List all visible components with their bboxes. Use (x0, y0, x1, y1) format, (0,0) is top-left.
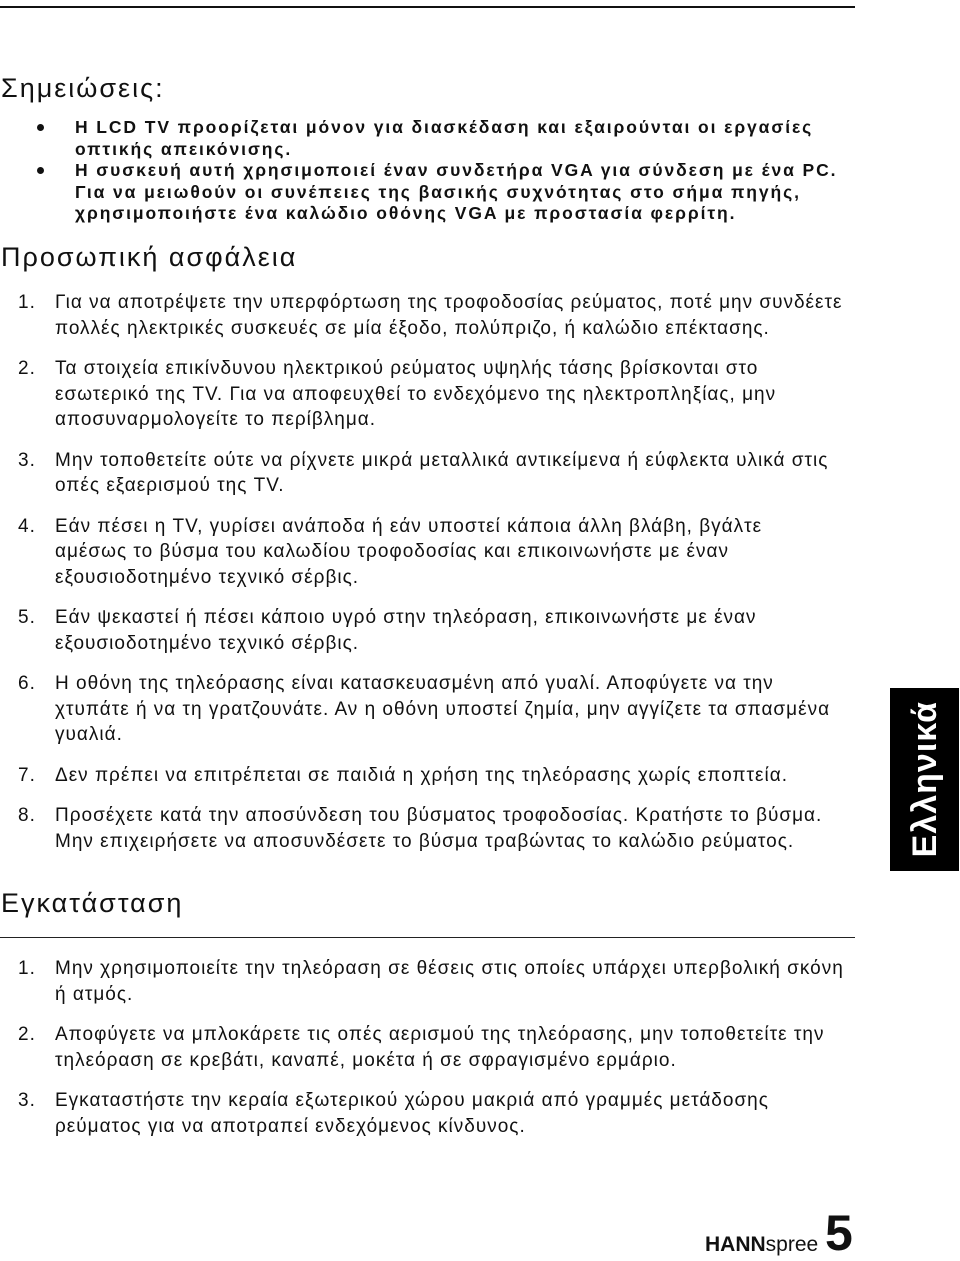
item-text-line: Εάν ψεκαστεί ή πέσει κάποιο υγρό στην τηλεόραση, επικοινωνήστε με έναν (55, 607, 757, 628)
item-text-line: αμέσως το βύσμα του καλωδίου τροφοδοσίας και επικοινωνήστε με έναν (55, 541, 729, 562)
safety-item (0, 448, 880, 499)
item-text-line: Η οθόνη της τηλεόρασης είναι κατασκευασμένη από γυαλί. Αποφύγετε να την (55, 673, 774, 694)
safety-item (0, 514, 880, 591)
bullet-text-line: Η LCD TV προορίζεται μόνον για διασκέδαση και εξαιρούνται οι εργασίες (75, 117, 814, 137)
item-text-line: Δεν πρέπει να επιτρέπεται σε παιδιά η χρήση της τηλεόρασης χωρίς εποπτεία. (55, 764, 788, 786)
notes-bullet-list (0, 117, 880, 225)
bullet-icon (37, 167, 44, 174)
installation-item (0, 1022, 880, 1073)
safety-item (0, 803, 880, 854)
item-text-line: γυαλιά. (55, 724, 123, 745)
bullet-item (0, 117, 880, 160)
notes-heading: Σημειώσεις: (1, 73, 165, 103)
page-number: 5 (825, 1205, 853, 1261)
item-text-line: Μην τοποθετείτε ούτε να ρίχνετε μικρά μεταλλικά αντικείμενα ή εύφλεκτα υλικά στις (55, 449, 829, 471)
item-text-line: πολλές ηλεκτρικές συσκευές σε μία έξοδο, πολύπριζο, ή καλώδιο επέκτασης. (55, 317, 770, 339)
item-number: 2. (18, 1024, 36, 1045)
item-number: 4. (18, 515, 36, 537)
section-divider (0, 937, 855, 938)
item-number: 8. (18, 805, 36, 826)
safety-item (0, 763, 880, 789)
item-text-line: εσωτερικό της TV. Για να αποφευχθεί το ενδεχόμενο της ηλεκτροπληξίας, μην (55, 383, 777, 405)
bullet-text-line: χρησιμοποιήστε ένα καλώδιο οθόνης VGA με προστασία φερρίτη. (75, 203, 737, 223)
safety-item (0, 671, 880, 748)
item-text-line: Προσέχετε κατά την αποσύνδεση του βύσματος τροφοδοσίας. Κρατήστε το βύσμα. (55, 805, 823, 826)
installation-list (0, 956, 880, 1154)
item-text-line: ή ατμός. (55, 983, 134, 1005)
item-number: 2. (18, 358, 36, 379)
brand-logo-light: spree (765, 1233, 819, 1256)
bullet-text-line: οπτικής απεικόνισης. (75, 138, 293, 159)
item-text-line: αποσυναρμολογείτε το περίβλημα. (55, 409, 377, 430)
bullet-text-line: Η συσκευή αυτή χρησιμοποιεί έναν συνδετήρα VGA για σύνδεση με ένα PC. (75, 160, 838, 180)
item-number: 3. (18, 1090, 36, 1111)
item-number: 6. (18, 673, 36, 694)
item-text-line: Τα στοιχεία επικίνδυνου ηλεκτρικού ρεύματος υψηλής τάσης βρίσκονται στο (55, 358, 759, 379)
brand-logo (705, 1234, 818, 1255)
brand-logo-bold: HANN (705, 1233, 766, 1256)
installation-heading: Εγκατάσταση (1, 888, 184, 918)
item-text-line: Αποφύγετε να μπλοκάρετε τις οπές αερισμού της τηλεόρασης, μην τοποθετείτε την (55, 1024, 825, 1045)
item-text-line: Μην χρησιμοποιείτε την τηλεόραση σε θέσεις στις οποίες υπάρχει υπερβολική σκόνη (55, 958, 844, 979)
item-text-line: τηλεόραση σε κρεβάτι, καναπέ, μοκέτα ή σε σφραγισμένο ερμάριο. (55, 1049, 677, 1071)
safety-item (0, 356, 880, 433)
language-tab (890, 688, 959, 871)
item-text-line: ρεύματος για να αποτραπεί ενδεχόμενος κίνδυνος. (55, 1115, 526, 1137)
item-text-line: Εάν πέσει η TV, γυρίσει ανάποδα ή εάν υποστεί κάποια άλλη βλάβη, βγάλτε (55, 515, 763, 537)
item-text-line: Εγκαταστήστε την κεραία εξωτερικού χώρου μακριά από γραμμές μετάδοσης (55, 1090, 769, 1111)
item-number: 7. (18, 764, 36, 786)
item-text-line: χτυπάτε ή να τη γρατζουνάτε. Αν η οθόνη υποστεί ζημία, μην αγγίζετε τα σπασμένα (55, 698, 831, 720)
item-number: 1. (18, 292, 36, 313)
item-number: 1. (18, 958, 36, 979)
safety-list (0, 290, 880, 869)
safety-item (0, 605, 880, 656)
item-text-line: εξουσιοδοτημένο τεχνικό σέρβις. (55, 566, 360, 588)
bullet-item (0, 160, 880, 225)
installation-item (0, 956, 880, 1007)
item-text-line: οπές εξαερισμού της TV. (55, 475, 285, 496)
bullet-icon (37, 124, 44, 131)
top-rule (0, 6, 855, 8)
item-text-line: εξουσιοδοτημένο τεχνικό σέρβις. (55, 632, 360, 654)
item-text-line: Μην επιχειρήσετε να αποσυνδέσετε το βύσμα τραβώντας το καλώδιο ρεύματος. (55, 830, 795, 852)
item-number: 5. (18, 607, 36, 628)
installation-item (0, 1088, 880, 1139)
item-text-line: Για να αποτρέψετε την υπερφόρτωση της τροφοδοσίας ρεύματος, ποτέ μην συνδέετε (55, 292, 843, 313)
safety-heading: Προσωπική ασφάλεια (1, 242, 298, 272)
safety-item (0, 290, 880, 341)
bullet-text-line: Για να μειωθούν οι συνέπειες της βασικής συχνότητας στο σήμα πηγής, (75, 181, 801, 202)
language-tab-label: Ελληνικά (905, 701, 944, 858)
item-number: 3. (18, 449, 36, 471)
